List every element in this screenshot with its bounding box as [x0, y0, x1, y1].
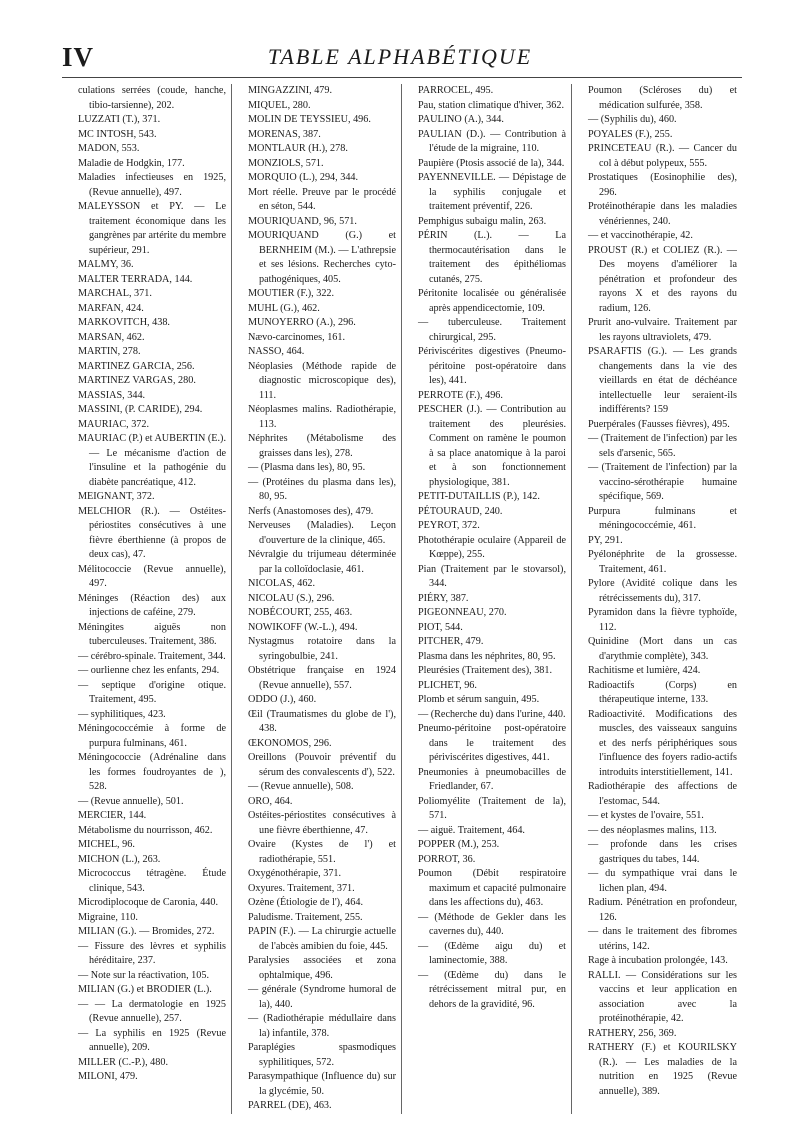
index-entry: Migraine, 110. — [78, 911, 138, 923]
index-entry: NASSO, 464. — [248, 346, 305, 357]
index-entry: NICOLAU (S.), 296. — [248, 592, 335, 604]
index-entry: — du sympathique vrai dans le lichen plan, 494. — [588, 868, 737, 894]
index-entry: Pleurésies (Traitement des), 381. — [418, 665, 553, 676]
index-entry: — — La dermatologie en 1925 (Revue annuelle), 257. — [78, 998, 226, 1024]
index-entry: Protéinothérapie dans les maladies vénériennes, 240. — [588, 201, 737, 227]
index-entry: PERROTE (F.), 496. — [418, 389, 503, 401]
index-entry: Néoplasmes malins. Radiothérapie, 113. — [248, 404, 396, 430]
index-entry: Pyélonéphrite de la grossesse. Traitement, 461. — [588, 549, 737, 575]
index-entry: MASSIAS, 344. — [78, 389, 146, 401]
index-entry: PAYENNEVILLE. — Dépistage de la syphilis conjugale et traitement préventif, 226. — [418, 172, 566, 212]
index-entry: PRINCETEAU (R.). — Cancer du col à début polypeux, 555. — [588, 143, 737, 169]
index-entry: Périviscérites digestives (Pneumo-péritoine post-opératoire dans les), 441. — [418, 346, 566, 386]
index-entry: Quinidine (Mort dans un cas d'arythmie complète), 343. — [588, 636, 737, 662]
index-entry: Prostatiques (Eosinophilie des), 296. — [588, 172, 737, 198]
index-entry: — dans le traitement des fibromes utérins, 142. — [588, 926, 737, 952]
index-entry: Pemphigus subaigu malin, 263. — [418, 215, 547, 227]
index-entry: — (Recherche du) dans l'urine, 440. — [418, 708, 566, 720]
index-entry: MEIGNANT, 372. — [78, 491, 155, 502]
index-entry: MALEYSSON et PY. — Le traitement économique dans les gangrènes par artérite du membre supérieur, 291. — [78, 201, 226, 256]
index-entry: MINGAZZINI, 479. — [248, 85, 333, 96]
index-entry: MARSAN, 462. — [78, 331, 145, 343]
index-entry: Prurit ano-vulvaire. Traitement par les rayons ultraviolets, 479. — [588, 317, 737, 343]
index-entry: — tuberculeuse. Traitement chirurgical, 295. — [418, 317, 566, 343]
index-entry: Mélitococcie (Revue annuelle), 497. — [78, 563, 226, 589]
index-entry: Ostéites-périostites consécutives à une fièvre éberthienne, 47. — [248, 810, 396, 836]
index-entry: Ovaire (Kystes de l') et radiothérapie, 551. — [248, 839, 396, 865]
index-entry: — ourlienne chez les enfants, 294. — [78, 665, 220, 676]
index-entry: POYALES (F.), 255. — [588, 128, 673, 140]
index-entry: PORROT, 36. — [418, 853, 476, 865]
index-entry: MICHON (L.), 263. — [78, 853, 161, 865]
index-entry: MASSINI, (P. CARIDE), 294. — [78, 404, 203, 415]
index-entry: Nerfs (Anastomoses des), 479. — [248, 505, 374, 517]
index-entry: Péritonite localisée ou généralisée après appendicectomie, 109. — [418, 288, 566, 314]
index-entry: — (Syphilis du), 460. — [588, 114, 677, 125]
index-columns — [62, 84, 742, 1114]
index-column-2 — [232, 84, 402, 1114]
index-entry: — La syphilis en 1925 (Revue annuelle), 209. — [78, 1027, 226, 1053]
index-entry: — (Traitement de l'infection) par les sels d'arsenic, 565. — [588, 433, 737, 459]
index-entry: Rachitisme et lumière, 424. — [588, 665, 701, 676]
index-entry: MICHEL, 96. — [78, 839, 135, 850]
index-entry: MILLER (C.-P.), 480. — [78, 1056, 168, 1068]
index-entry: Oxygénothérapie, 371. — [248, 868, 342, 879]
index-entry: Maladie de Hodgkin, 177. — [78, 157, 185, 169]
index-entry: Néphrites (Métabolisme des graisses dans les), 278. — [248, 433, 396, 459]
index-entry: MARTINEZ GARCIA, 256. — [78, 360, 195, 372]
index-entry: MILIAN (G.). — Bromides, 272. — [78, 926, 215, 937]
index-entry: Paraplégies spasmodiques syphilitiques, 572. — [248, 1042, 396, 1068]
index-entry: PAULINO (A.), 344. — [418, 114, 504, 125]
index-entry: Méninges (Réaction des) aux injections de caféine, 279. — [78, 592, 226, 618]
index-entry: — cérébro-spinale. Traitement, 344. — [78, 650, 226, 662]
index-entry: — (Radiothérapie médullaire dans la) infantile, 378. — [248, 1013, 396, 1039]
index-entry: Poliomyélite (Traitement de la), 571. — [418, 795, 566, 821]
index-entry: Œil (Traumatismes du globe de l'), 438. — [248, 708, 396, 734]
index-entry: MAURIAC, 372. — [78, 418, 150, 430]
index-entry: MADON, 553. — [78, 143, 140, 154]
index-entry: PIGEONNEAU, 270. — [418, 607, 507, 618]
index-entry: PARREL (DE), 463. — [248, 1100, 332, 1111]
index-entry: MOLIN DE TEYSSIEU, 496. — [248, 114, 371, 125]
index-entry: PETIT-DUTAILLIS (P.), 142. — [418, 491, 540, 502]
index-entry: Microdiplocoque de Caronia, 440. — [78, 897, 219, 908]
index-entry: Poumon (Débit respiratoire maximum et capacité pulmonaire dans les affections du), 463. — [418, 868, 566, 908]
index-entry: ORO, 464. — [248, 795, 293, 807]
index-entry: — (Méthode de Gekler dans les cavernes du), 440. — [418, 911, 566, 937]
index-entry: PITCHER, 479. — [418, 636, 484, 647]
index-entry: Pneumonies à pneumobacilles de Friedlander, 67. — [418, 766, 566, 792]
index-entry: Nerveuses (Maladies). Leçon d'ouverture de la clinique, 465. — [248, 520, 396, 546]
index-entry: Obstétrique française en 1924 (Revue annuelle), 557. — [248, 665, 396, 691]
index-entry: MARFAN, 424. — [78, 302, 144, 314]
index-entry: Pau, station climatique d'hiver, 362. — [418, 99, 565, 111]
index-entry: PSARAFTIS (G.). — Les grands changements dans la vie des vieillards en état de déchéance intellectuelle leur seraient-ils indifférents? 159 — [588, 346, 737, 415]
index-entry: Plomb et sérum sanguin, 495. — [418, 694, 540, 705]
index-entry: PIÉRY, 387. — [418, 592, 469, 604]
index-entry: — profonde dans les crises gastriques du tabes, 144. — [588, 839, 737, 865]
index-entry: — (Œdème du) dans le rétrécissement mitral pur, en dehors de la gravidité, 96. — [418, 969, 566, 1010]
index-entry: MORQUIO (L.), 294, 344. — [248, 172, 359, 183]
index-entry: Nævo-carcinomes, 161. — [248, 331, 346, 343]
index-entry: Purpura fulminans et méningococcémie, 461. — [588, 505, 737, 531]
index-entry: MARKOVITCH, 438. — [78, 317, 170, 328]
index-entry: PIOT, 544. — [418, 621, 463, 633]
index-entry: PÉTOURAUD, 240. — [418, 505, 503, 517]
index-entry: MALTER TERRADA, 144. — [78, 273, 193, 285]
index-entry: RATHERY (F.) et KOURILSKY (R.). — Les maladies de la nutrition en 1925 (Revue annuelle), 389. — [588, 1042, 737, 1097]
index-entry: MOURIQUAND (G.) et BERNHEIM (M.). — L'athrepsie et ses lésions. Recherches cyto-pathogéniques, 405. — [248, 230, 396, 285]
index-column-1 — [62, 84, 232, 1114]
index-entry: Paralysies associées et zona ophtalmique, 496. — [248, 955, 396, 981]
index-entry: Néoplasies (Méthode rapide de diagnostic microscopique des), 111. — [248, 360, 396, 401]
index-entry: — septique d'origine otique. Traitement, 495. — [78, 679, 226, 705]
index-entry: Radioactifs (Corps) en thérapeutique interne, 133. — [588, 679, 737, 705]
index-entry: MILIAN (G.) et BRODIER (L.). — [78, 984, 212, 995]
index-entry: — Fissure des lèvres et syphilis héréditaire, 237. — [78, 940, 226, 966]
index-entry: NICOLAS, 462. — [248, 578, 316, 589]
header-rule — [62, 77, 742, 78]
index-entry: Métabolisme du nourrisson, 462. — [78, 824, 213, 836]
index-entry: Micrococcus tétragène. Étude clinique, 543. — [78, 868, 226, 894]
index-entry: culations serrées (coude, hanche, tibio-tarsienne), 202. — [78, 85, 226, 111]
index-entry: Méningococcémie à forme de purpura fulminans, 461. — [78, 723, 226, 749]
index-entry: — et vaccinothérapie, 42. — [588, 230, 693, 241]
index-entry: — (Revue annuelle), 501. — [78, 795, 184, 807]
index-entry: MELCHIOR (R.). — Ostéites-périostites consécutives à une fièvre éberthienne (à propos de deux cas), 47. — [78, 505, 226, 560]
index-entry: Mort réelle. Preuve par le procédé en séton, 544. — [248, 186, 396, 212]
index-entry: Paupière (Ptosis associé de la), 344. — [418, 157, 565, 169]
index-entry: PY, 291. — [588, 534, 623, 546]
index-entry: LUZZATI (T.), 371. — [78, 114, 161, 125]
index-entry: NOBÉCOURT, 255, 463. — [248, 607, 353, 618]
index-entry: Radiothérapie des affections de l'estomac, 544. — [588, 781, 737, 807]
index-entry: Névralgie du trijumeau déterminée par la colloïdoclasie, 461. — [248, 549, 396, 575]
index-entry: PLICHET, 96. — [418, 679, 477, 691]
index-entry: MORENAS, 387. — [248, 128, 321, 140]
index-entry: Méningococcie (Adrénaline dans les formes foudroyantes de ), 528. — [78, 752, 226, 792]
index-entry: Poumon (Scléroses du) et médication sulfurée, 358. — [588, 85, 737, 111]
index-entry: POPPER (M.), 253. — [418, 839, 500, 850]
index-entry: Nystagmus rotatoire dans la syringobulbie, 241. — [248, 636, 396, 662]
index-entry: MUHL (G.), 462. — [248, 302, 320, 314]
index-entry: — (Traitement de l'infection) par la vaccino-sérothérapie humaine spécifique, 569. — [588, 462, 737, 502]
index-entry: Parasympathique (Influence du) sur la glycémie, 50. — [248, 1071, 396, 1097]
index-entry: MONTLAUR (H.), 278. — [248, 143, 348, 154]
index-entry: PESCHER (J.). — Contribution au traitement des pleurésies. Comment on ramène le poumon à sa place anatomique à la paroi et à son fonctionnement physiologique, 381. — [418, 404, 566, 488]
index-entry: ŒKONOMOS, 296. — [248, 737, 332, 749]
index-entry: MAURIAC (P.) et AUBERTIN (E.). — Le mécanisme d'action de l'insuline et la pathogénie du diabète pancréatique, 412. — [78, 433, 226, 488]
index-entry: NOWIKOFF (W.-L.), 494. — [248, 621, 358, 633]
index-entry: Photothérapie oculaire (Appareil de Kœppe), 255. — [418, 534, 566, 560]
index-entry: — syphilitiques, 423. — [78, 708, 166, 720]
index-entry: ODDO (J.), 460. — [248, 694, 317, 705]
index-entry: Plasma dans les néphrites, 80, 95. — [418, 650, 556, 662]
page-title: TABLE ALPHABÉTIQUE — [267, 44, 533, 69]
index-entry: MUNOYERRO (A.), 296. — [248, 317, 356, 328]
index-entry: Pneumo-péritoine post-opératoire dans le traitement des périviscérites digestives, 441. — [418, 723, 566, 763]
index-entry: MOUTIER (F.), 322. — [248, 288, 335, 299]
index-entry: MC INTOSH, 543. — [78, 128, 157, 140]
index-entry: Oxyures. Traitement, 371. — [248, 882, 355, 894]
index-entry: MARTINEZ VARGAS, 280. — [78, 375, 196, 386]
index-entry: — générale (Syndrome humoral de la), 440. — [248, 984, 396, 1010]
index-entry: — (Œdème aigu du) et laminectomie, 388. — [418, 940, 566, 966]
index-column-3 — [402, 84, 572, 1114]
index-entry: MONZIOLS, 571. — [248, 157, 324, 169]
index-entry: MILONI, 479. — [78, 1071, 138, 1082]
index-entry: MARCHAL, 371. — [78, 288, 152, 299]
index-entry: MOURIQUAND, 96, 571. — [248, 215, 357, 227]
index-entry: Ozène (Étiologie de l'), 464. — [248, 897, 363, 908]
index-entry: PEYROT, 372. — [418, 520, 480, 531]
index-entry: PAULIAN (D.). — Contribution à l'étude de la migraine, 110. — [418, 128, 566, 154]
index-entry: Maladies infectieuses en 1925, (Revue annuelle), 497. — [78, 172, 226, 198]
index-entry: MALMY, 36. — [78, 259, 134, 270]
index-entry: — Note sur la réactivation, 105. — [78, 969, 209, 981]
index-entry: MERCIER, 144. — [78, 810, 147, 821]
index-entry: Puerpérales (Fausses fièvres), 495. — [588, 418, 730, 430]
index-entry: Paludisme. Traitement, 255. — [248, 911, 363, 923]
index-entry: — aiguë. Traitement, 464. — [418, 824, 525, 836]
page-number: IV — [62, 42, 95, 72]
index-entry: RALLI. — Considérations sur les vaccins et leur application en association avec la protéinothérapie, 42. — [588, 969, 737, 1024]
index-entry: Pylore (Avidité colique dans les rétrécissements du), 317. — [588, 578, 737, 604]
index-entry: Méningites aiguës non tuberculeuses. Traitement, 386. — [78, 621, 226, 647]
index-entry: PÉRIN (L.). — La thermocautérisation dans le traitement des épithéliomas cutanés, 275. — [418, 230, 566, 285]
index-entry: — (Protéines du plasma dans les), 80, 95. — [248, 476, 396, 502]
index-entry: — (Plasma dans les), 80, 95. — [248, 462, 366, 473]
index-entry: MARTIN, 278. — [78, 346, 141, 357]
index-entry: MIQUEL, 280. — [248, 99, 311, 111]
index-entry: Radium. Pénétration en profondeur, 126. — [588, 897, 737, 923]
index-entry: RATHERY, 256, 369. — [588, 1027, 677, 1039]
index-column-4 — [572, 84, 742, 1114]
index-entry: PARROCEL, 495. — [418, 85, 494, 96]
index-entry: Rage à incubation prolongée, 143. — [588, 955, 728, 966]
index-entry: — (Revue annuelle), 508. — [248, 781, 354, 792]
index-entry: — et kystes de l'ovaire, 551. — [588, 810, 704, 821]
index-entry: PROUST (R.) et COLIEZ (R.). — Des moyens d'améliorer la pénétration et profondeur des rayons X et des rayons du radium, 126. — [588, 244, 737, 314]
index-entry: PAPIN (F.). — La chirurgie actuelle de l'abcès amibien du foie, 445. — [248, 926, 396, 952]
index-entry: Oreillons (Pouvoir préventif du sérum des convalescents d'), 522. — [248, 752, 396, 778]
index-entry: — des néoplasmes malins, 113. — [588, 824, 717, 836]
index-entry: Pyramidon dans la fièvre typhoïde, 112. — [588, 607, 737, 633]
index-entry: Pian (Traitement par le stovarsol), 344. — [418, 563, 566, 589]
index-entry: Radioactivité. Modifications des muscles, des vaisseaux sanguins et des nerfs périphériques sous l'influence des foyers radio-actifs introduits interstitiellement, 141. — [588, 708, 737, 778]
